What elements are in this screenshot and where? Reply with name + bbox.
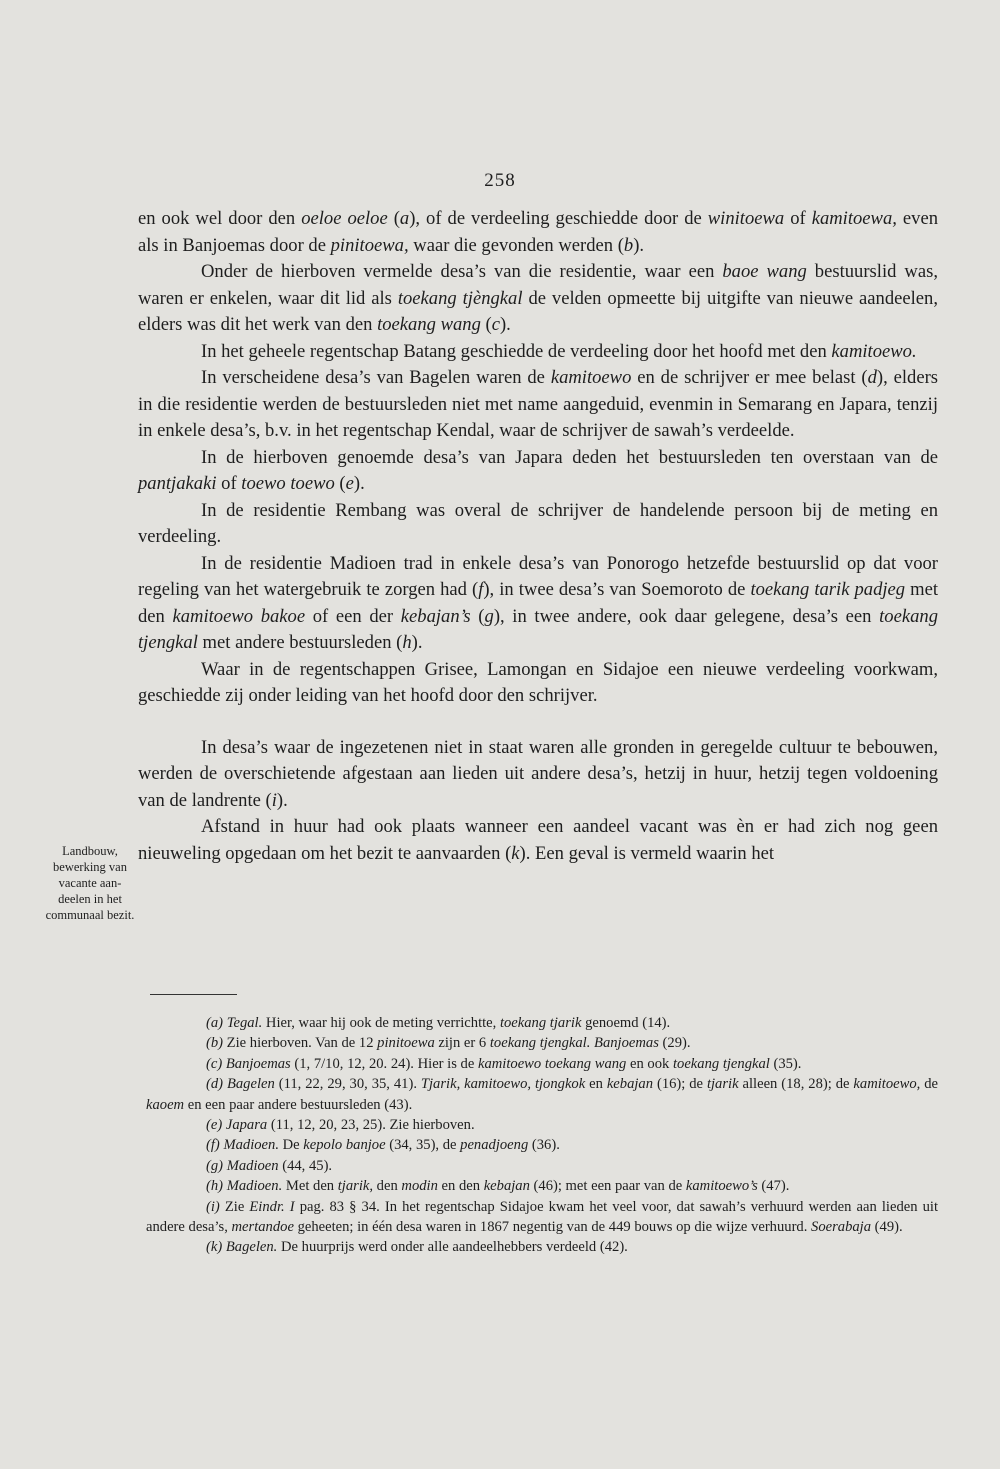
italic-term: toekang tjengkal. xyxy=(489,1035,591,1052)
italic-term: a xyxy=(399,208,410,229)
paragraph xyxy=(138,551,938,657)
text-run: ( xyxy=(387,208,400,229)
text-run: In verscheidene desa’s van Bagelen waren de xyxy=(201,367,551,388)
text-run: met den xyxy=(138,579,939,627)
footnote xyxy=(146,1033,938,1053)
text-run: en ook wel door den xyxy=(138,208,302,229)
italic-term: (h) xyxy=(206,1178,224,1195)
italic-term: d xyxy=(867,367,877,388)
italic-term: Tjarik, kamitoewo, tjongkok xyxy=(420,1076,586,1093)
text-run: Hier, waar hij ook de meting verrichtte, xyxy=(262,1015,500,1031)
text-run: en den xyxy=(437,1178,484,1195)
italic-term: Madioen. xyxy=(223,1137,279,1154)
paragraph xyxy=(138,206,938,259)
text-run: Waar in de regentschappen Grisee, Lamongan en Sidajoe een nieuwe verdeeling voorkwam, geschiedde zij onder leiding van het hoofd door den schrijver. xyxy=(138,658,938,706)
text-run: Afstand in huur had ook plaats wanneer een aandeel vacant was èn er had zich nog geen nieuweling opgedaan om het bezit te aanvaarden ( xyxy=(138,816,938,864)
footnote-divider xyxy=(150,994,237,995)
italic-term: Banjoemas xyxy=(594,1035,659,1052)
text-run: In de hierboven genoemde desa’s van Japara deden het bestuursleden ten overstaan van de xyxy=(201,446,938,468)
italic-term: kamitoewo toekang wang xyxy=(477,1055,627,1072)
italic-term: Madioen xyxy=(226,1157,279,1174)
footnote xyxy=(146,1054,938,1074)
text-run: ). xyxy=(633,234,645,256)
text-run: (34, 35), de xyxy=(385,1137,461,1154)
italic-term: Banjoemas xyxy=(225,1055,291,1072)
text-run: met andere bestuursleden ( xyxy=(197,632,403,653)
italic-term: toekang tjarik xyxy=(499,1015,582,1031)
text-run: ). Een geval is vermeld waarin het xyxy=(519,842,775,864)
text-run: de velden opmeette bij uitgifte van nieuwe aandeelen, elders was dit het werk van den xyxy=(138,287,938,335)
italic-term: penadjoeng xyxy=(460,1137,529,1154)
text-run: bestuurslid was, waren er enkelen, waar dit lid als xyxy=(138,261,938,309)
paragraph xyxy=(138,814,938,867)
italic-term: (i) xyxy=(206,1198,220,1215)
text-run: (1, 7/10, 12, 20. 24). Hier is de xyxy=(290,1055,478,1072)
main-text xyxy=(138,206,938,867)
text-run: De huurprijs werd onder alle aandeelhebbers verdeeld (42). xyxy=(277,1239,628,1256)
text-run: (36). xyxy=(528,1137,560,1154)
text-run: en een paar andere bestuursleden (43). xyxy=(184,1096,413,1113)
footnote xyxy=(146,1197,938,1238)
italic-term: (g) xyxy=(206,1157,224,1174)
footnote xyxy=(146,1074,938,1115)
text-run: ). xyxy=(353,473,365,494)
text-run: ). xyxy=(499,314,511,335)
italic-term: pinitoewa, xyxy=(330,234,409,256)
text-run: de xyxy=(920,1076,939,1093)
italic-term: (f) xyxy=(206,1137,220,1154)
italic-term: i xyxy=(271,789,277,811)
text-run: of xyxy=(784,208,812,229)
text-run: Met den xyxy=(282,1178,338,1195)
italic-term: h xyxy=(402,632,412,653)
text-run: waar die gevonden werden ( xyxy=(408,234,624,256)
paragraph xyxy=(138,339,938,366)
text-run: (11, 22, 29, 30, 35, 41). xyxy=(274,1076,421,1093)
italic-term: kaoem xyxy=(146,1096,185,1113)
text-run: ( xyxy=(480,314,492,335)
paragraph xyxy=(138,445,938,498)
text-run: De xyxy=(278,1137,304,1154)
italic-term: Tegal. xyxy=(226,1015,263,1031)
italic-term: Eindr. I xyxy=(249,1198,295,1215)
text-run: (49). xyxy=(871,1219,903,1236)
text-run: en de schrijver er mee belast ( xyxy=(631,367,868,388)
text-run: ). xyxy=(411,632,423,653)
italic-term: kamitoewo xyxy=(550,367,632,388)
italic-term: kebajan xyxy=(606,1076,654,1093)
text-run: (11, 12, 20, 23, 25). Zie hierboven. xyxy=(267,1117,475,1134)
text-run: ), in twee andere, ook daar gelegene, desa’s een xyxy=(493,605,880,627)
italic-term: baoe wang xyxy=(722,261,807,282)
text-run: (46); met een paar van de xyxy=(529,1178,686,1195)
italic-term: toekang tarik padjeg xyxy=(750,579,906,600)
text-run: geheeten; in één desa waren in 1867 negentig van de 449 bouws op die wijze verhuurd. xyxy=(293,1219,812,1236)
text-run: genoemd (14). xyxy=(581,1015,671,1031)
text-run: en ook xyxy=(626,1055,673,1072)
text-run: of xyxy=(216,473,242,494)
italic-term: toekang tjengkal xyxy=(672,1055,770,1072)
italic-term: tjarik xyxy=(706,1076,739,1093)
italic-term: Japara xyxy=(225,1117,268,1134)
paragraph xyxy=(138,259,938,339)
italic-term: toewo toewo xyxy=(241,473,335,494)
italic-term: kebajan’s xyxy=(400,605,471,627)
italic-term: (e) xyxy=(206,1117,223,1134)
italic-term: toekang wang xyxy=(377,314,481,335)
italic-term: kamitoewa, xyxy=(811,208,897,229)
italic-term: Soerabaja xyxy=(811,1219,872,1236)
italic-term: (k) xyxy=(206,1239,223,1256)
italic-term: g xyxy=(484,605,494,627)
italic-term: toekang tjengkal xyxy=(138,605,938,653)
text-run: ), in twee desa’s van Soemoroto de xyxy=(483,579,751,600)
margin-note: Landbouw, bewerking van vacante aan- deelen in het communaal bezit. xyxy=(45,844,135,922)
italic-term: k xyxy=(511,842,520,864)
italic-term: Bagelen xyxy=(226,1076,275,1093)
text-run: zijn er 6 xyxy=(434,1035,490,1052)
italic-term: kamitoewo, xyxy=(853,1076,921,1093)
footnote xyxy=(146,1176,938,1196)
text-run: pag. 83 § 34. In het regentschap Sidajoe kwam het veel voor, dat sawah’s verhuurd werden aan lieden uit andere desa’s, xyxy=(146,1198,939,1236)
text-run: (35). xyxy=(769,1055,802,1072)
text-run: Zie hierboven. Van de 12 xyxy=(223,1035,378,1052)
footnotes xyxy=(146,1013,938,1258)
text-run: In de residentie Rembang was overal de schrijver de handelende persoon bij de meting en verdeeling. xyxy=(138,499,938,547)
text-run: en xyxy=(585,1076,607,1093)
italic-term: pantjakaki xyxy=(138,473,217,494)
italic-term: oeloe oeloe xyxy=(301,208,388,229)
text-run: In het geheele regentschap Batang geschiedde de verdeeling door het hoofd met den xyxy=(201,340,832,362)
italic-term: kamitoewo bakoe xyxy=(172,605,306,627)
footnote xyxy=(146,1237,938,1257)
italic-term: Bagelen. xyxy=(225,1239,278,1256)
footnote xyxy=(146,1013,938,1033)
italic-term: kamitoewo. xyxy=(831,340,917,362)
text-run: In desa’s waar de ingezetenen niet in staat waren alle gronden in geregelde cultuur te bebouwen, werden de overschietende afgestaan aan lieden uit andere desa’s, hetzij in huur, hetzij tegen voldoening van de landrente ( xyxy=(138,736,938,811)
italic-term: (d) xyxy=(206,1076,224,1093)
text-run: (44, 45). xyxy=(278,1157,333,1174)
footnote xyxy=(146,1156,938,1176)
text-run: alleen (18, 28); de xyxy=(738,1076,854,1093)
italic-term: pinitoewa xyxy=(377,1035,435,1052)
italic-term: (a) xyxy=(206,1015,224,1031)
text-run: (47). xyxy=(757,1178,790,1195)
italic-term: tjarik, xyxy=(337,1178,374,1195)
page-number: 258 xyxy=(484,170,516,191)
text-run: even als in Banjoemas door de xyxy=(138,208,938,256)
text-run: ), elders in die residentie werden de bestuursleden niet met name aangeduid, evenmin in Semarang en Japara, tenzij in enkele desa’s, b.v. in het regentschap Kendal, waar de schrijver de sawah’s verdeelde. xyxy=(138,367,938,441)
paragraph xyxy=(138,657,938,710)
footnote xyxy=(146,1115,938,1135)
italic-term: kebajan xyxy=(483,1178,530,1195)
text-run: Onder de hierboven vermelde desa’s van die residentie, waar een xyxy=(201,261,723,282)
italic-term: kamitoewo’s xyxy=(685,1178,758,1195)
italic-term: toekang tjèngkal xyxy=(397,287,523,309)
text-run: ( xyxy=(470,605,485,627)
italic-term: modin xyxy=(401,1178,438,1195)
text-run: ( xyxy=(334,473,346,494)
italic-term: f xyxy=(478,579,484,600)
footnote xyxy=(146,1135,938,1155)
text-run: ). xyxy=(276,789,288,811)
text-run: In de residentie Madioen trad in enkele desa’s van Ponorogo hetzefde bestuurslid op dat voor regeling van het watergebruik te zorgen had ( xyxy=(138,552,938,600)
italic-term: winitoewa xyxy=(707,208,785,229)
paragraph xyxy=(138,365,938,445)
italic-term: c xyxy=(491,314,500,335)
italic-term: Madioen. xyxy=(226,1178,283,1195)
italic-term: (c) xyxy=(206,1055,223,1072)
italic-term: kepolo banjoe xyxy=(303,1137,386,1154)
italic-term: mertandoe xyxy=(231,1219,294,1236)
text-run: (29). xyxy=(658,1035,691,1052)
text-run: den xyxy=(373,1178,402,1195)
italic-term: e xyxy=(345,473,354,494)
text-run: Zie xyxy=(219,1198,250,1215)
italic-term: b xyxy=(623,234,634,256)
paragraph xyxy=(138,498,938,551)
text-run: (16); de xyxy=(653,1076,707,1093)
italic-term: (b) xyxy=(206,1035,224,1052)
text-run: of een der xyxy=(305,605,401,627)
text-run: ), of de verdeeling geschiedde door de xyxy=(409,208,708,229)
paragraph xyxy=(138,735,938,815)
